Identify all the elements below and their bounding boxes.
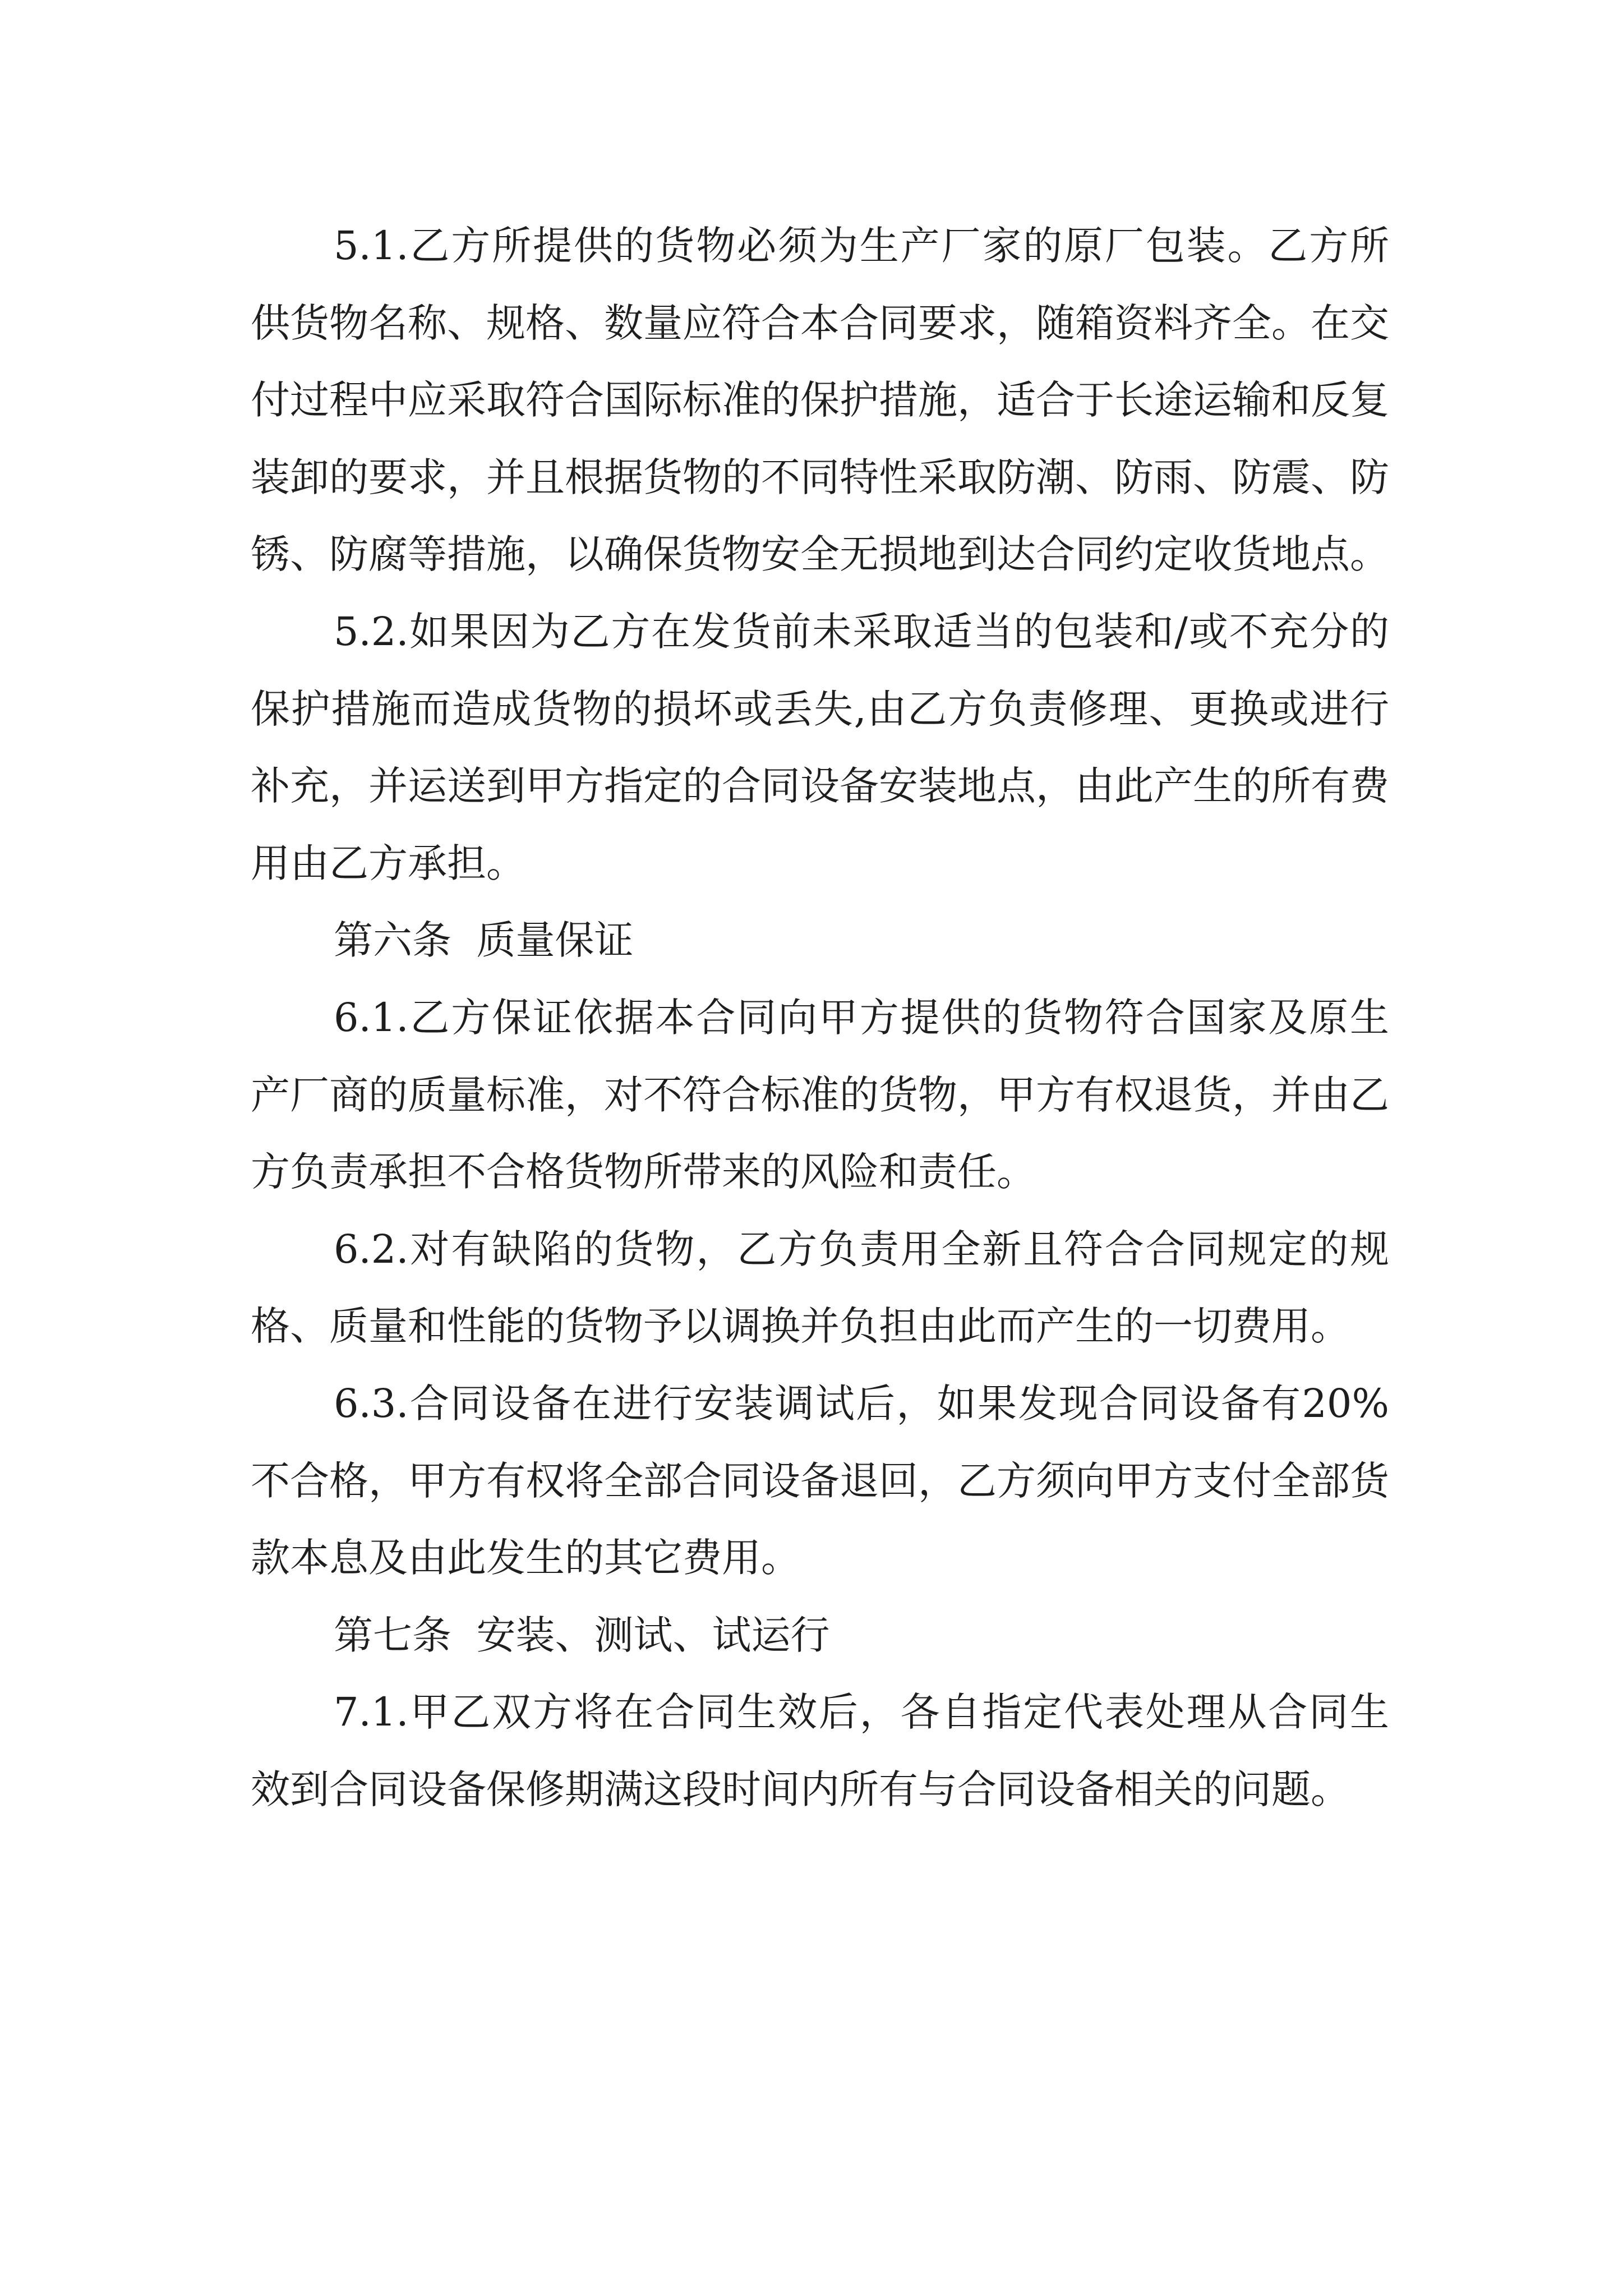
clause-7-1: 7.1.甲乙双方将在合同生效后，各自指定代表处理从合同生效到合同设备保修期满这段时间内所有与合同设备相关的问题。 [251, 1689, 1389, 1812]
clause-6-1: 6.1.乙方保证依据本合同向甲方提供的货物符合国家及原生产厂商的质量标准，对不符合标准的货物，甲方有权退货，并由乙方负责承担不合格货物所带来的风险和责任。 [251, 994, 1389, 1195]
clause-5-2: 5.2.如果因为乙方在发货前未采取适当的包装和/或不充分的保护措施而造成货物的损坏或丢失,由乙方负责修理、更换或进行补充，并运送到甲方指定的合同设备安装地点，由此产生的所有费用由乙方承担。 [251, 608, 1389, 886]
clause-6-2: 6.2.对有缺陷的货物，乙方负责用全新且符合合同规定的规格、质量和性能的货物予以调换并负担由此而产生的一切费用。 [251, 1226, 1389, 1350]
clause-5-1: 5.1.乙方所提供的货物必须为生产厂家的原厂包装。乙方所供货物名称、规格、数量应符合本合同要求，随箱资料齐全。在交付过程中应采取符合国际标准的保护措施，适合于长途运输和反复装卸的要求，并且根据货物的不同特性采取防潮、防雨、防震、防锈、防腐等措施，以确保货物安全无损地到达合同约定收货地点。 [251, 223, 1389, 578]
clause-6-3: 6.3.合同设备在进行安装调试后，如果发现合同设备有20%不合格，甲方有权将全部合同设备退回，乙方须向甲方支付全部货款本息及由此发生的其它费用。 [251, 1380, 1389, 1581]
document-body [251, 208, 1389, 1828]
article-7-heading: 第七条 安装、测试、试运行 [334, 1612, 830, 1658]
article-6-heading: 第六条 质量保证 [334, 917, 634, 964]
